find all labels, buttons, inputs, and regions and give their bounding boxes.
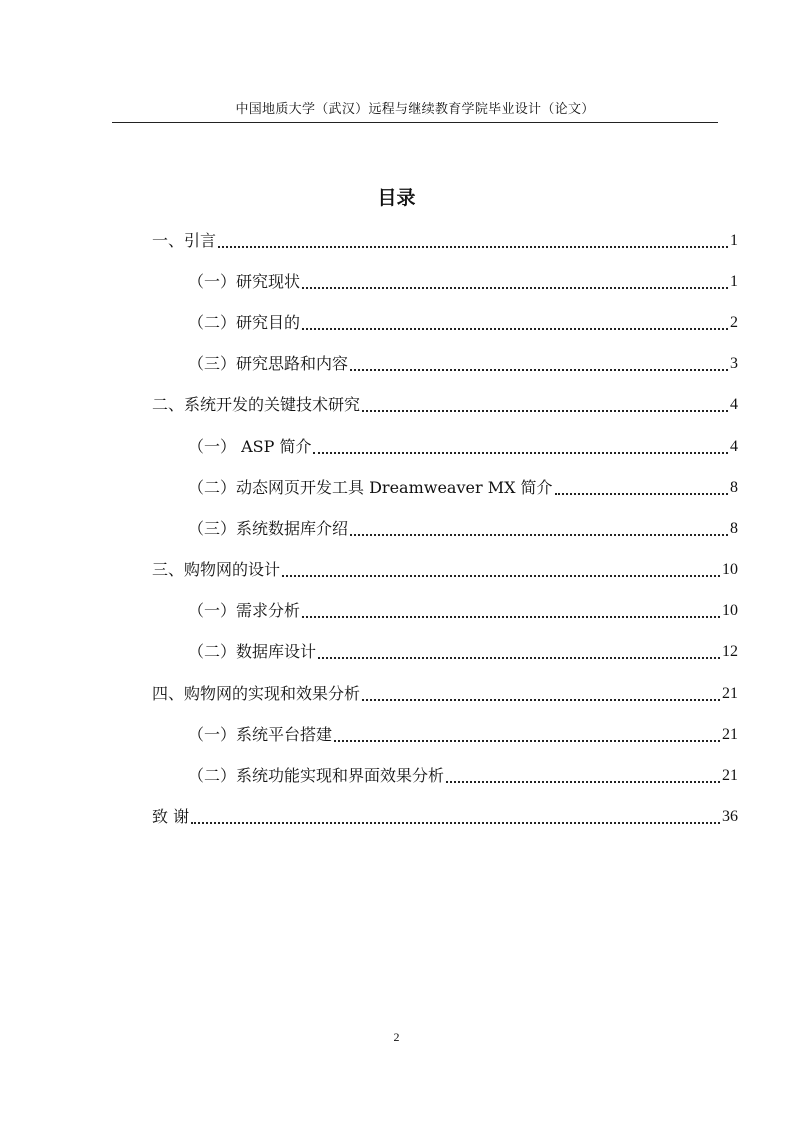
- toc-entry-page: 4: [730, 437, 738, 455]
- toc-entry-label: （三）系统数据库介绍: [188, 517, 348, 541]
- toc-entry[interactable]: [152, 344, 738, 385]
- toc-entry[interactable]: [152, 220, 738, 261]
- toc-entry[interactable]: [152, 714, 738, 755]
- toc-dot-leader: [555, 477, 728, 495]
- toc-entry-label: 三、购物网的设计: [152, 558, 280, 582]
- table-of-contents: [152, 220, 738, 838]
- toc-entry-label: 二、系统开发的关键技术研究: [152, 393, 360, 417]
- toc-entry-label: 四、购物网的实现和效果分析: [152, 682, 360, 706]
- toc-entry[interactable]: [152, 550, 738, 591]
- toc-entry[interactable]: [152, 467, 738, 508]
- toc-entry-page: 21: [722, 767, 738, 785]
- toc-dot-leader: [282, 559, 720, 577]
- toc-entry-page: 8: [730, 478, 738, 496]
- toc-entry-label: （三）研究思路和内容: [188, 352, 348, 376]
- toc-entry[interactable]: [152, 632, 738, 673]
- toc-dot-leader: [446, 765, 720, 783]
- toc-title: 目录: [377, 187, 416, 209]
- toc-entry-label: （一） ASP 简介: [188, 435, 311, 459]
- running-header-text: 中国地质大学（武汉）远程与继续教育学院毕业设计（论文）: [235, 102, 595, 117]
- toc-entry-label: （二）动态网页开发工具 Dreamweaver MX 简介: [188, 476, 553, 500]
- toc-entry[interactable]: [152, 302, 738, 343]
- toc-entry-page: 1: [730, 231, 738, 249]
- toc-entry-page: 8: [730, 519, 738, 537]
- toc-entry-page: 21: [722, 725, 738, 743]
- toc-entry-label: （一）研究现状: [188, 270, 300, 294]
- toc-dot-leader: [302, 600, 720, 618]
- toc-dot-leader: [313, 436, 728, 454]
- toc-entry[interactable]: [152, 385, 738, 426]
- toc-entry-label: （二）数据库设计: [188, 640, 316, 664]
- toc-entry[interactable]: [152, 508, 738, 549]
- toc-entry-page: 1: [730, 272, 738, 290]
- toc-dot-leader: [350, 353, 728, 371]
- toc-entry[interactable]: [152, 673, 738, 714]
- toc-entry-page: 10: [722, 602, 738, 620]
- toc-entry-label: （一）系统平台搭建: [188, 723, 332, 747]
- running-header: [112, 100, 718, 123]
- toc-entry-page: 21: [722, 684, 738, 702]
- toc-entry-page: 36: [722, 808, 738, 826]
- toc-dot-leader: [302, 271, 728, 289]
- toc-entry[interactable]: [152, 755, 738, 796]
- toc-dot-leader: [318, 641, 720, 659]
- toc-dot-leader: [362, 683, 720, 701]
- toc-entry[interactable]: [152, 591, 738, 632]
- toc-entry[interactable]: [152, 426, 738, 467]
- toc-dot-leader: [334, 724, 720, 742]
- toc-entry-label: （一）需求分析: [188, 599, 300, 623]
- toc-entry-label: 致 谢: [152, 805, 189, 829]
- toc-dot-leader: [218, 230, 728, 248]
- toc-dot-leader: [302, 312, 728, 330]
- toc-dot-leader: [362, 394, 728, 412]
- page-number: 2: [393, 1030, 400, 1044]
- toc-entry[interactable]: [152, 261, 738, 302]
- toc-dot-leader: [350, 518, 728, 536]
- toc-entry-label: 一、引言: [152, 229, 216, 253]
- toc-entry-label: （二）系统功能实现和界面效果分析: [188, 764, 444, 788]
- toc-entry-page: 10: [722, 561, 738, 579]
- toc-dot-leader: [191, 806, 720, 824]
- toc-entry-page: 4: [730, 396, 738, 414]
- toc-entry-label: （二）研究目的: [188, 311, 300, 335]
- toc-entry-page: 2: [730, 313, 738, 331]
- toc-entry-page: 12: [722, 643, 738, 661]
- toc-entry-page: 3: [730, 355, 738, 373]
- toc-entry[interactable]: [152, 797, 738, 838]
